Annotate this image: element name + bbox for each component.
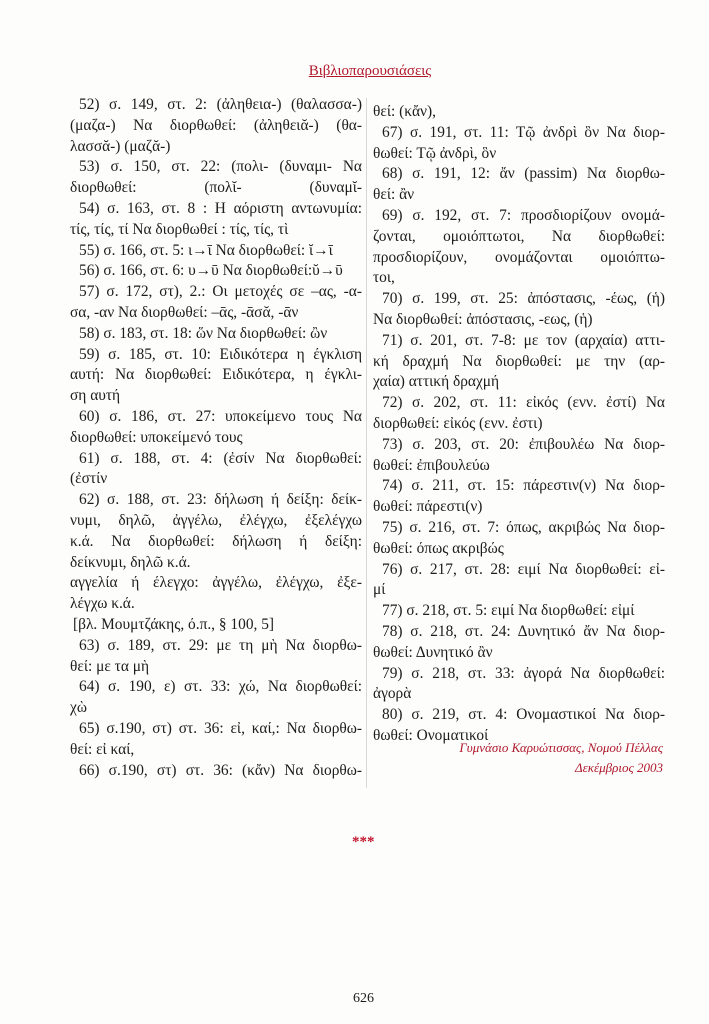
- signature-date: Δεκέμβριος 2003: [575, 760, 663, 775]
- text-line: 70) σ. 199, στ. 25: ἀπόστασις, -έως, (ἡ): [382, 290, 665, 308]
- text-line: θωθεί: Τῷ ἀνδρὶ, ὃν: [373, 144, 497, 162]
- text-line: (μαζα-) Να διορθωθεί: (ἀληθειᾰ-) (θα-: [70, 116, 362, 134]
- text-line: 54) σ. 163, στ. 8 : Η αόριστη αντωνυμία:: [79, 199, 362, 217]
- erratum-entry: [373, 622, 665, 664]
- text-line: χὼ: [70, 699, 87, 717]
- text-line: 55) σ. 166, στ. 5: ι→ῑ Να διορθωθεί: ῐ→ῑ: [79, 241, 333, 259]
- erratum-entry: [70, 95, 362, 157]
- erratum-entry: [373, 331, 665, 393]
- text-line: 53) σ. 150, στ. 22: (πολι- (δυναμι- Να: [79, 158, 362, 176]
- erratum-entry: [373, 102, 665, 123]
- text-line: ζονται, ομοιόπτωτοι, Να διορθωθεί:: [373, 227, 665, 245]
- text-line: λασσᾰ-) (μαζᾰ-): [70, 137, 171, 155]
- signature-school: Γυμνάσιο Καρυώτισσας, Νομού Πέλλας: [459, 740, 663, 755]
- text-line: θεί: (κἄν),: [373, 103, 436, 120]
- text-line: (ἐστίν: [70, 470, 108, 488]
- text-line: τίς, τίς, τί Να διορθωθεί : τίς, τίς, τὶ: [70, 220, 289, 238]
- erratum-entry: [70, 636, 362, 678]
- text-line: 59) σ. 185, στ. 10: Ειδικότερα η έγκλιση: [79, 345, 362, 363]
- text-line: αγγελία ή έλεγχο: ἀγγέλω, ἐλέγχω, ἐξε-: [70, 574, 362, 592]
- text-line: 56) σ. 166, στ. 6: υ→ῡ Να διορθωθεί:ῠ→ῡ: [79, 262, 343, 280]
- text-line: 80) σ. 219, στ. 4: Ονομαστικοί Να διορ-: [382, 706, 665, 724]
- erratum-entry: [373, 435, 665, 477]
- text-line: 74) σ. 211, στ. 15: πάρεστιν(ν) Να διορ-: [382, 477, 665, 495]
- erratum-entry: [70, 157, 362, 199]
- erratum-entry: [373, 664, 665, 706]
- erratum-entry: [373, 289, 665, 331]
- erratum-entry: [373, 123, 665, 165]
- erratum-entry: [373, 206, 665, 289]
- text-line: χαία) αττική δραχμή: [373, 373, 500, 391]
- text-line: [βλ. Μουμτζάκης, ό.π., § 100, 5]: [73, 615, 275, 633]
- text-line: 64) σ. 190, ε) στ. 33: χώ, Να διορθωθεί:: [79, 678, 362, 696]
- erratum-entry: [70, 324, 362, 345]
- text-line: 66) σ.190, στ) στ. 36: (κἄν) Να διορθω-: [79, 761, 362, 779]
- text-line: Να διορθωθεί: ἀπόστασις, -εως, (ἡ): [373, 310, 593, 328]
- text-line: ἀγορὰ: [373, 685, 412, 703]
- erratum-entry: [373, 164, 665, 206]
- erratum-entry: [70, 719, 362, 761]
- text-line: μί: [373, 581, 386, 599]
- erratum-entry: [373, 560, 665, 602]
- erratum-entry: [70, 407, 362, 449]
- erratum-entry: [70, 573, 362, 615]
- text-line: θωθεί: Δυνητικό ἂν: [373, 643, 493, 661]
- text-line: 79) σ. 218, στ. 33: ἀγορά Να διορθωθεί:: [382, 664, 665, 682]
- text-line: κ.ά. Να διορθωθεί: δήλωση ή δείξη:: [70, 532, 362, 550]
- erratum-entry: [373, 476, 665, 518]
- text-line: σα, -αν Να διορθωθεί: –ᾱς, -ᾱσᾰ, -ᾱν: [70, 303, 299, 321]
- erratum-entry: [373, 393, 665, 435]
- text-line: προσδιορίζουν, ονομάζονται ομοιόπτω-: [373, 248, 665, 266]
- text-line: 76) σ. 217, στ. 28: ειμί Να διορθωθεί: εἰ-: [382, 560, 665, 578]
- erratum-entry: [70, 490, 362, 573]
- text-line: κή δραχμή Να διορθωθεί: με την (αρ-: [373, 352, 665, 370]
- text-line: 75) σ. 216, στ. 7: όπως, ακριβώς Να διορ-: [382, 518, 665, 536]
- text-line: νυμι, δηλῶ, ἀγγέλω, ἐλέγχω, ἐξελέγχω: [70, 511, 362, 529]
- text-line: τοι,: [373, 269, 395, 287]
- column-divider: [366, 98, 367, 788]
- section-separator: ***: [352, 834, 375, 850]
- text-line: αυτή: Να διορθωθεί: Ειδικότερα, η έγκλι-: [70, 366, 362, 384]
- text-line: ση αυτή: [70, 387, 121, 405]
- text-line: θεί: ἂν: [373, 186, 415, 204]
- erratum-entry: [373, 518, 665, 560]
- text-line: 68) σ. 191, 12: ἄν (passim) Να διορθω-: [382, 165, 665, 183]
- text-line: 58) σ. 183, στ. 18: ὥν Να διορθωθεί: ὢν: [79, 324, 328, 342]
- text-line: 61) σ. 188, στ. 4: (ἐσίν Να διορθωθεί:: [79, 449, 362, 467]
- erratum-entry: [70, 677, 362, 719]
- text-line: θεί: με τα μὴ: [70, 657, 150, 675]
- text-line: 52) σ. 149, στ. 2: (ἀληθεια-) (θαλασσα-): [79, 96, 362, 113]
- text-line: διορθωθεί: (πολῐ- (δυναμῐ-: [70, 179, 362, 197]
- text-line: 69) σ. 192, στ. 7: προσδιορίζουν ονομά-: [382, 206, 665, 224]
- text-line: 73) σ. 203, στ. 20: ἐπιβουλέω Να διορ-: [382, 435, 665, 453]
- erratum-entry: [70, 241, 362, 262]
- text-line: θωθεί: όπως ακριβώς: [373, 539, 504, 557]
- text-line: λέγχω κ.ά.: [70, 595, 135, 613]
- left-column: [70, 95, 362, 781]
- right-column: [373, 102, 665, 747]
- text-line: 72) σ. 202, στ. 11: εἰκός (ενν. ἐστί) Να: [382, 394, 665, 412]
- erratum-entry: [70, 261, 362, 282]
- erratum-entry: [373, 601, 665, 622]
- text-line: 77) σ. 218, στ. 5: ειμί Να διορθωθεί: εἰμί: [382, 602, 635, 620]
- text-line: διορθωθεί: εἰκός (ενν. ἐστι): [373, 414, 543, 432]
- text-line: 63) σ. 189, στ. 29: με τη μὴ Να διορθω-: [79, 636, 362, 654]
- text-line: 65) σ.190, στ) στ. 36: εἰ, καί,: Να διορθω-: [79, 719, 362, 737]
- erratum-entry: [70, 615, 362, 636]
- text-line: διορθωθεί: υποκείμενό τους: [70, 428, 243, 446]
- text-line: θωθεί: Ονοματικοί: [373, 726, 489, 744]
- page-number: 626: [353, 991, 374, 1006]
- text-line: δείκνυμι, δηλῶ κ.ά.: [70, 553, 191, 571]
- signature: [459, 738, 663, 778]
- text-line: 57) σ. 172, στ), 2.: Οι μετοχές σε –ας, -α-: [79, 283, 362, 301]
- erratum-entry: [70, 199, 362, 241]
- erratum-entry: [70, 449, 362, 491]
- text-line: 71) σ. 201, στ. 7-8: με τον (αρχαία) αττι-: [382, 331, 665, 349]
- erratum-entry: [70, 761, 362, 782]
- text-line: θεί: εἰ καί,: [70, 740, 135, 758]
- text-line: 62) σ. 188, στ. 23: δήλωση ή δείξη: δείκ-: [79, 491, 362, 509]
- text-line: θωθεί: πάρεστι(ν): [373, 498, 483, 516]
- erratum-entry: [70, 345, 362, 407]
- text-line: 78) σ. 218, στ. 24: Δυνητικό ἄν Να διορ-: [382, 622, 665, 640]
- section-header: Βιβλιοπαρουσιάσεις: [308, 63, 432, 79]
- text-line: θωθεί: ἐπιβουλεύω: [373, 456, 490, 474]
- text-line: 67) σ. 191, στ. 11: Τῷ ἀνδρὶ ὃν Να διορ-: [382, 123, 665, 141]
- text-line: 60) σ. 186, στ. 27: υποκείμενο τους Να: [79, 407, 362, 425]
- erratum-entry: [70, 282, 362, 324]
